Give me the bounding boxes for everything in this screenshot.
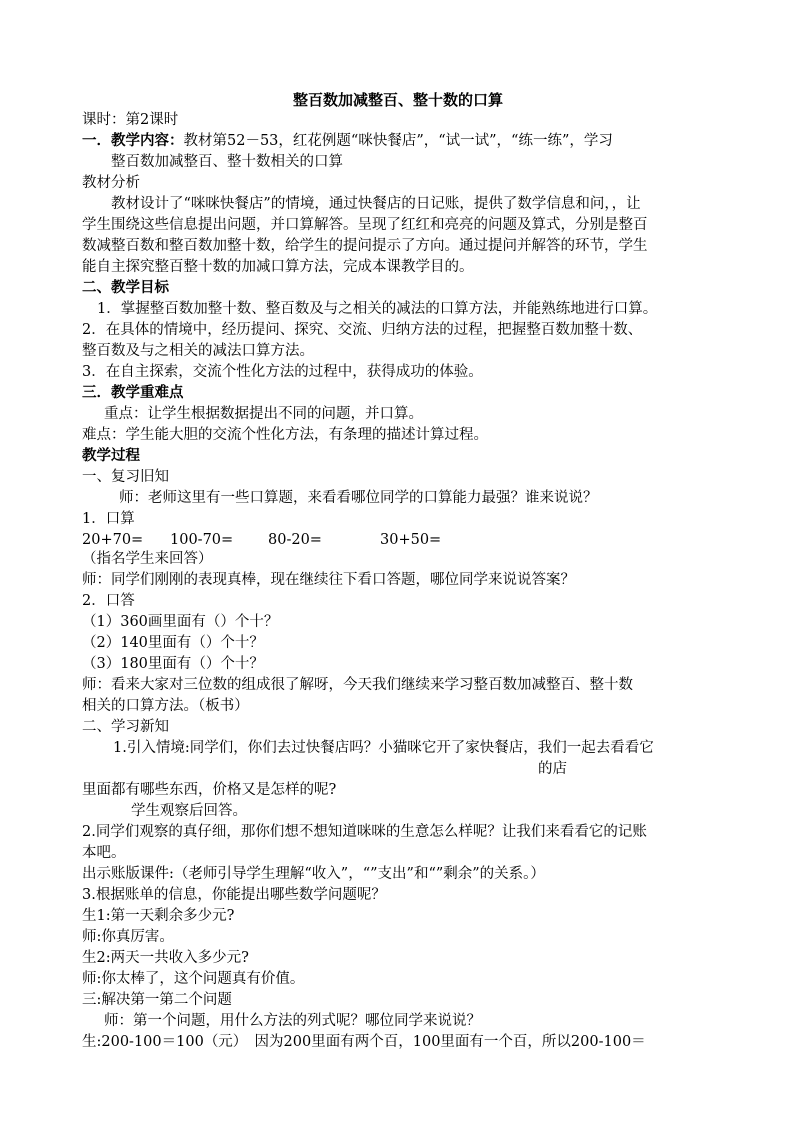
oral-problem: 20+70= bbox=[82, 532, 144, 548]
question-item: （2）140里面有（）个十？ bbox=[82, 635, 264, 651]
subheading-analysis: 教材分析 bbox=[82, 175, 140, 191]
question-item: （3）180里面有（）个十？ bbox=[82, 656, 264, 672]
section-heading-goals: 二、教学目标 bbox=[82, 279, 169, 296]
subheading-review: 一、复习旧知 bbox=[82, 469, 169, 485]
question-item: （1）360画里面有（）个十？ bbox=[82, 614, 279, 630]
oral-problem: 100-70= bbox=[170, 532, 234, 548]
teacher-line: 师:你真厉害。 bbox=[82, 929, 174, 945]
teacher-line: 师：看来大家对三位数的组成很了解呀，今天我们继续来学习整百数加减整百、整十数 bbox=[82, 677, 633, 693]
paragraph-line: 本吧。 bbox=[82, 845, 126, 861]
paragraph-line: 教材设计了“咪咪快餐店”的情境，通过快餐店的日记账，提供了数学信息和问，，让 bbox=[111, 196, 641, 212]
teacher-line: 师：老师这里有一些口算题，来看看哪位同学的口算能力最强？谁来说说？ bbox=[119, 490, 598, 506]
document-title: 整百数加减整百、整十数的口算 bbox=[292, 91, 503, 109]
student-line: 生1:第一天剩余多少元? bbox=[82, 908, 235, 924]
paragraph-line: 能自主探究整百整十数的加减口算方法，完成本课教学目的。 bbox=[82, 259, 474, 275]
paragraph-line: 数减整百数和整百数加整十数，给学生的提问提示了方向。通过提问并解答的环节，学生 bbox=[82, 238, 648, 254]
goal-item-2: 2．在具体的情境中，经历提问、探究、交流、归纳方法的过程，把握整百数加整十数、 bbox=[82, 322, 643, 338]
lesson-period: 课时：第2课时 bbox=[82, 112, 179, 128]
paragraph-line: 1.引入情境:同学们，你们去过快餐店吗？小猫咪它开了家快餐店，我们一起去看看它 bbox=[113, 740, 654, 756]
goal-item-1: 1．掌握整百数加整十数、整百数及与之相关的减法的口算方法，并能熟练地进行口算。 bbox=[97, 301, 658, 317]
student-line: 生2:两天一共收入多少元? bbox=[82, 950, 249, 966]
oral-problem-row bbox=[82, 530, 722, 550]
difficult-point: 难点：学生能大胆的交流个性化方法，有条理的描述计算过程。 bbox=[82, 427, 488, 443]
section-teaching-content bbox=[82, 131, 722, 151]
student-line: 生:200-100＝100（元） 因为200里面有两个百，100里面有一个百，所以200-100＝ bbox=[82, 1034, 646, 1050]
item-oral-answer: 2．口答 bbox=[82, 593, 135, 609]
paragraph-line: 整百数加减整百、整十数相关的口算 bbox=[111, 154, 343, 170]
section-heading-key-points: 三．教学重难点 bbox=[82, 384, 184, 401]
teacher-line: 师:你太棒了，这个问题真有价值。 bbox=[82, 971, 305, 987]
paragraph-text: 教材第52－53，红花例题“咪快餐店”，“试一试”，“练一练”，学习 bbox=[183, 133, 613, 149]
item-oral-calc: 1．口算 bbox=[82, 511, 135, 527]
paragraph-line: 3.根据账单的信息，你能提出哪些数学问题呢？ bbox=[82, 887, 386, 903]
paragraph-line: 2.同学们观察的真仔细，那你们想不想知道咪咪的生意怎么样呢？让我们来看看它的记账 bbox=[82, 824, 647, 840]
paragraph-line: 学生围绕这些信息提出问题，并口算解答。呈现了红红和亮亮的问题及算式，分别是整百 bbox=[82, 217, 648, 233]
paragraph-line: 学生观察后回答。 bbox=[131, 803, 247, 819]
oral-problem: 30+50= bbox=[380, 532, 442, 548]
paragraph-line: 出示账版课件:（老师引导学生理解“收入”，“”支出”和“”剩余”的关系。） bbox=[82, 866, 545, 882]
subheading-new-knowledge: 二、学习新知 bbox=[82, 719, 169, 735]
paragraph-line: 整百数及与之相关的减法口算方法。 bbox=[82, 343, 314, 359]
paragraph-line: （指名学生来回答） bbox=[82, 551, 213, 567]
section-heading: 一．教学内容： bbox=[82, 132, 184, 149]
paragraph-line: 相关的口算方法。（板书） bbox=[82, 698, 249, 714]
teacher-line: 师：同学们刚刚的表现真棒，现在继续往下看口答题，哪位同学来说说答案？ bbox=[82, 572, 575, 588]
section-heading-process: 教学过程 bbox=[82, 447, 140, 464]
paragraph-line: 里面都有哪些东西，价格又是怎样的呢? bbox=[82, 782, 337, 798]
key-point: 重点：让学生根据数据提出不同的问题，并口算。 bbox=[104, 406, 423, 422]
paragraph-line: 的店 bbox=[538, 761, 567, 777]
oral-problem: 80-20= bbox=[268, 532, 322, 548]
goal-item-3: 3．在自主探索，交流个性化方法的过程中，获得成功的体验。 bbox=[82, 364, 483, 380]
teacher-line: 师：第一个问题，用什么方法的列式呢？哪位同学来说说？ bbox=[104, 1013, 481, 1029]
subheading-solve: 三:解决第一第二个问题 bbox=[82, 992, 232, 1008]
